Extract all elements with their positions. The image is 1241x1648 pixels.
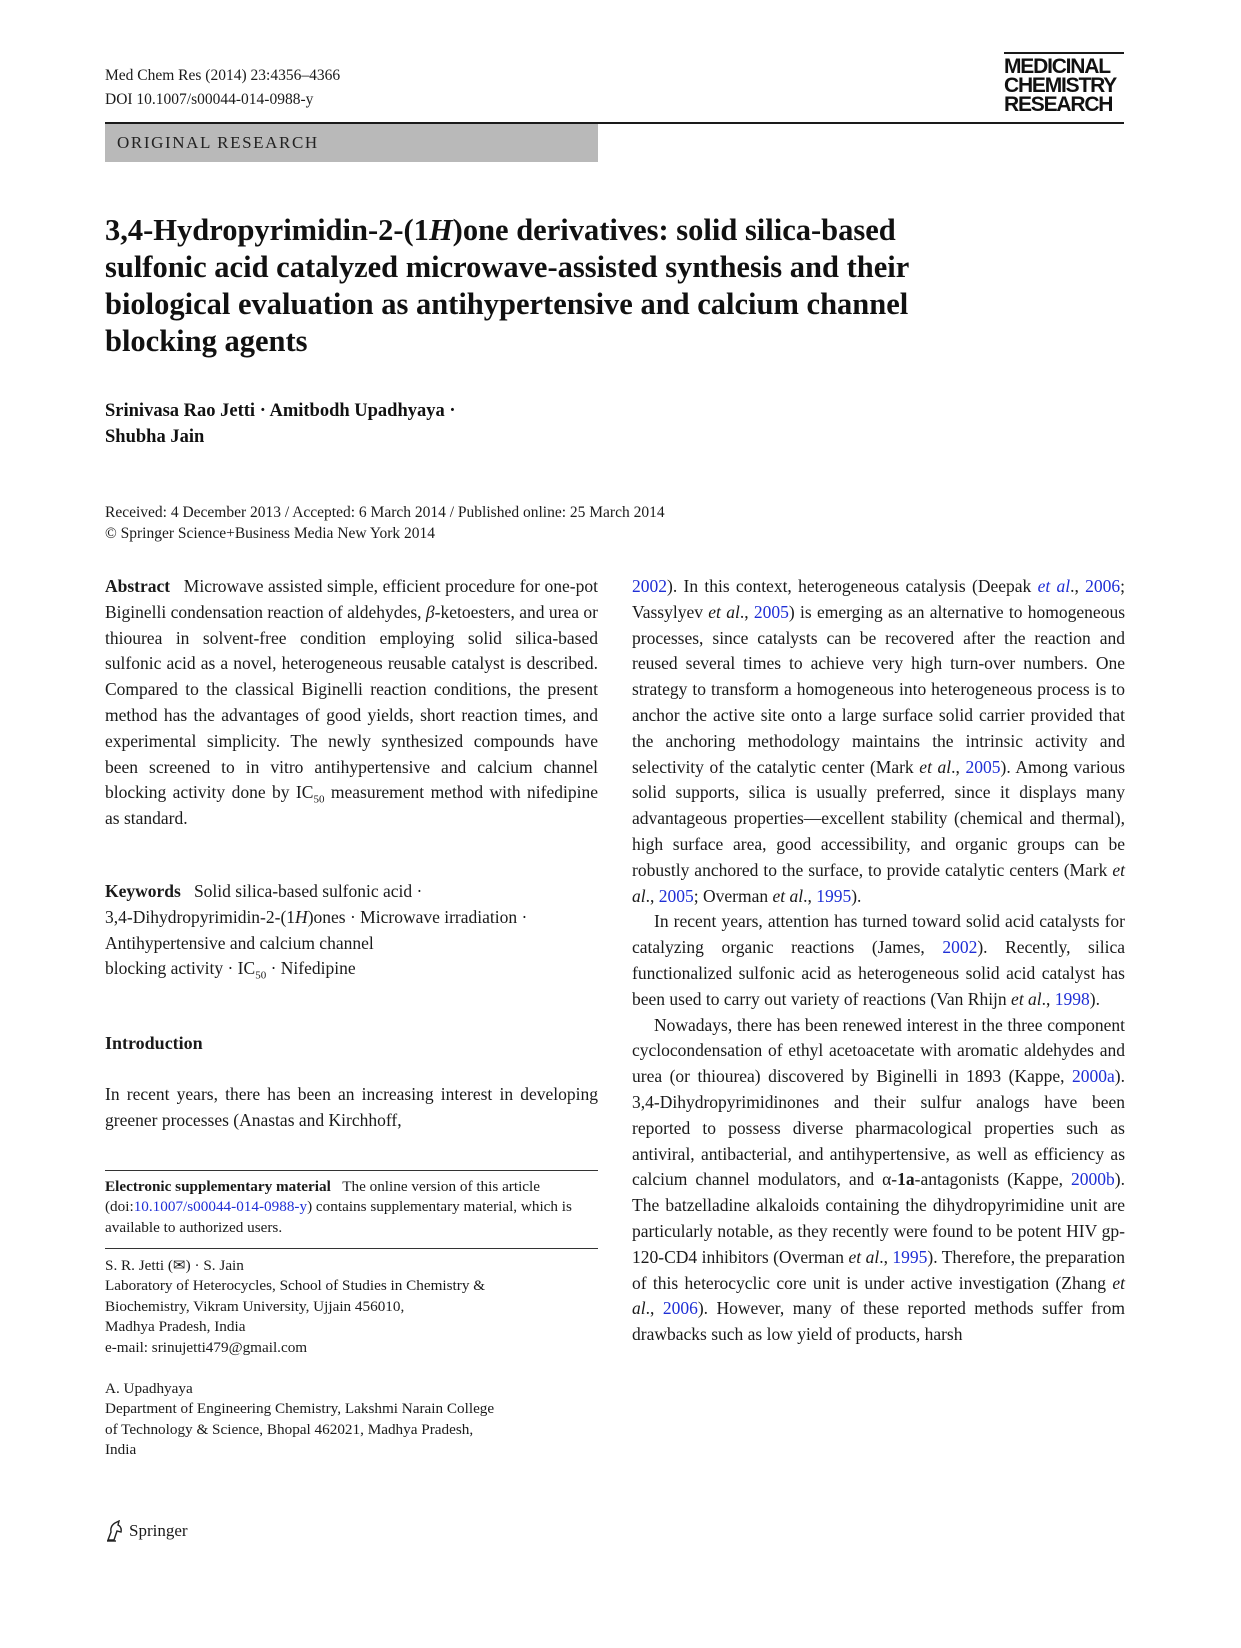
citation-link[interactable]: 2000a [1072,1066,1115,1087]
footnote-divider [105,1170,598,1171]
section-label-text: ORIGINAL RESEARCH [117,133,319,152]
citation-link[interactable]: 2006 [1085,576,1121,596]
body-text-right [632,574,1125,1348]
paragraph-2: In recent years, attention has turned toward solid acid catalysts for catalyzing organic reactions (James, 2002). Recently, silica functionalized sulfonic acid as heterogeneous solid acid catalyst has been used to carry out variety of reactions (Van Rhijn et al., 1998). [632,911,1125,1009]
abstract: Abstract Microwave assisted simple, efficient procedure for one-pot Biginelli condensation reaction of aldehydes, β-ketoesters, and urea or thiourea in solvent-free condition employing solid silica-based sulfonic acid as a novel, heterogeneous reusable catalyst is described. Compared to the classical Biginelli reaction conditions, the present method has the advantages of good yields, short reaction times, and experimental simplicity. The newly synthesized compounds have been screened to in vitro antihypertensive and calcium channel blocking activity done by $IC_{50}$ measurement method with nifedipine as standard. [105,576,599,829]
affiliation-2: A. Upadhyaya Department of Engineering Chemistry, Lakshmi Narain College of Technology & Science, Bhopal 462021, Madhya Pradesh, India [105,1380,495,1459]
author-list: Srinivasa Rao Jetti · Amitbodh Upadhyaya · Shubha Jain [105,401,456,447]
article-title: 3,4-Hydropyrimidin-2-(1H)one derivatives: solid silica-based sulfonic acid catalyzed microwave-assisted synthesis and their biological evaluation as antihypertensive and calcium channel blocking agents [105,213,910,358]
introduction-heading: Introduction [105,1033,203,1053]
paragraph-1: 2002). In this context, heterogeneous catalysis (Deepak et al., 2006; Vassylyev et al., 2005) is emerging as an alternative to homogeneous processes, since catalysts can be recovered after the reaction and reused several times to achieve very high turn-over numbers. One strategy to transform a homogeneous into heterogeneous process is to anchor the active site onto a large surface solid carrier provided that the anchoring methodology maintains the intrinsic activity and selectivity of the catalytic center (Mark et al., 2005). Among various solid supports, silica is usually preferred, since it displays many advantageous properties—excellent stability (chemical and thermal), high surface area, good accessibility, and organic groups can be robustly anchored to the surface, to provide catalytic centers (Mark et al., 2005; Overman et al., 1995). [632,576,1126,906]
section-label [105,124,598,162]
citation-link[interactable]: 1995 [892,1246,928,1267]
introduction-paragraph: In recent years, there has been an increasing interest in developing greener processes (Anastas and Kirchhoff, [105,1084,598,1130]
logo-word-1: MEDICINAL [1004,55,1110,78]
citation-link[interactable]: 2002 [632,576,667,596]
journal-citation: Med Chem Res (2014) 23:4356–4366 [105,67,341,84]
abstract-heading: Abstract [105,576,171,596]
logo-word-3: RESEARCH [1004,93,1113,116]
email: e-mail: srinujetti479@gmail.com [105,1338,308,1356]
doi-line: DOI 10.1007/s00044-014-0988-y [105,91,314,108]
author-name: Shubha Jain [105,427,205,447]
supplementary-note: Electronic supplementary material The online version of this article (doi:10.1007/s00044-014-0988-y) contains supplementary material, which is available to authorized users. [105,1178,572,1236]
author-name: Amitbodh Upadhyaya [269,401,445,421]
citation-link[interactable]: 2005 [658,885,694,906]
citation-link[interactable]: 2002 [942,937,978,958]
history-line: Received: 4 December 2013 / Accepted: 6 March 2014 / Published online: 25 March 2014 [105,504,665,521]
citation-link[interactable]: 2006 [662,1298,698,1319]
citation-link[interactable]: 1998 [1054,988,1090,1009]
journal-logo [1004,52,1124,114]
citation-link[interactable]: 2000b [1071,1169,1115,1190]
springer-horse-icon [105,1520,125,1542]
journal-reference [105,64,340,112]
logo-word-2: CHEMISTRY [1004,74,1117,97]
doi-link[interactable]: 10.1007/s00044-014-0988-y [133,1198,308,1216]
publication-dates [105,502,1005,544]
author-name: Srinivasa Rao Jetti [105,401,256,421]
citation-link[interactable]: 1995 [816,885,852,906]
citation-link[interactable]: 2005 [965,756,1001,777]
keywords-heading: Keywords [105,881,181,901]
citation-link[interactable]: 2005 [753,601,789,622]
keywords: Keywords Solid silica-based sulfonic acid · 3,4-Dihydropyrimidin-2-(1H)ones · Microwave irradiation · Antihypertensive and calcium channel blocking activity · $IC_{50}$ · Nifedipine [105,881,528,982]
paragraph-3: Nowadays, there has been renewed interest in the three component cyclocondensation of ethyl acetoacetate with aromatic aldehydes and urea (or thiourea) discovered by Biginelli in 1893 (Kappe, 2000a). 3,4-Dihydropyrimidinones and their sulfur analogs have been reported to possess diverse pharmacological properties such as antiviral, antibacterial, and antihypertensive, as well as efficiency as calcium channel modulators, and α-1a-antagonists (Kappe, 2000b). The batzelladine alkaloids containing the dihydropyrimidine unit are particularly notable, as they recently were found to be potent HIV gp-120-CD4 inhibitors (Overman et al., 1995). Therefore, the preparation of this heterocyclic core unit is under active investigation (Zhang et al., 2006). However, many of these reported methods suffer from drawbacks such as low yield of products, harsh [632,1014,1126,1345]
publisher-name: Springer [129,1521,188,1540]
publisher-footer [105,1520,188,1542]
affiliation-divider [105,1248,598,1249]
affiliation-1: S. R. Jetti (✉) · S. Jain Laboratory of Heterocycles, School of Studies in Chemistry & Biochemistry, Vikram University, Ujjain 456010, Madhya Pradesh, India e-mail: srinujetti479@gmail.com [105,1256,598,1358]
copyright-line: © Springer Science+Business Media New York 2014 [105,525,436,542]
